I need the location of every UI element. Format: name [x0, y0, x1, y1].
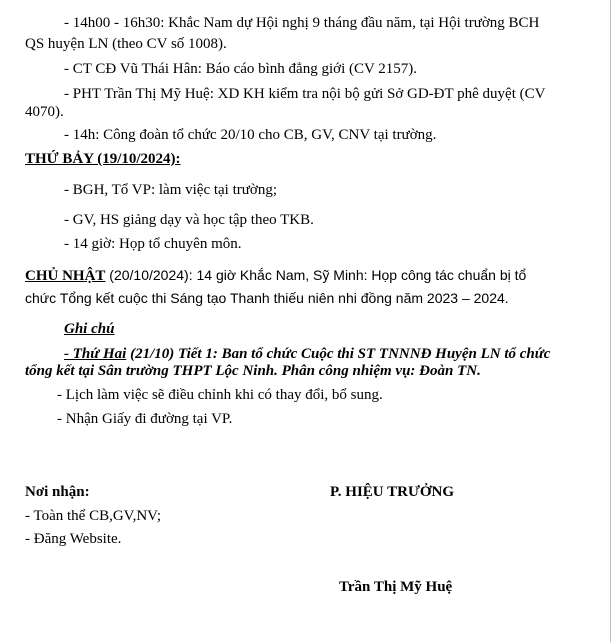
- saturday-item-2: - GV, HS giảng dạy và học tập theo TKB.: [64, 212, 314, 228]
- note-1-line-2: tổng kết tại Sân trường THPT Lộc Ninh. Phân công nhiệm vụ: Đoàn TN.: [25, 363, 481, 379]
- saturday-heading: THỨ BẢY (19/10/2024):: [25, 151, 181, 167]
- sunday-line-1: [25, 266, 526, 285]
- friday-item-1-line-2: QS huyện LN (theo CV số 1008).: [25, 36, 227, 52]
- note-1-line-1: [64, 345, 550, 363]
- recipients-heading: Nơi nhận:: [25, 484, 90, 500]
- sunday-line-2: chức Tổng kết cuộc thi Sáng tạo Thanh thiếu niên nhi đồng năm 2023 – 2024.: [25, 290, 509, 306]
- saturday-item-3: - 14 giờ: Họp tổ chuyên môn.: [64, 236, 242, 252]
- signature-title: P. HIỆU TRƯỞNG: [330, 484, 455, 500]
- notes-title: Ghi chú: [64, 321, 115, 337]
- friday-item-4: - 14h: Công đoàn tổ chức 20/10 cho CB, GV, CNV tại trường.: [64, 127, 437, 143]
- friday-item-1-line-1: - 14h00 - 16h30: Khắc Nam dự Hội nghị 9 tháng đầu năm, tại Hội trường BCH: [64, 15, 540, 31]
- friday-item-3-line-2: 4070).: [25, 104, 64, 120]
- recipient-item-1: - Toàn thể CB,GV,NV;: [25, 508, 162, 524]
- sunday-line-1-rest: (20/10/2024): 14 giờ Khắc Nam, Sỹ Minh: Họp công tác chuẩn bị tổ: [105, 267, 527, 283]
- sunday-label: CHỦ NHẬT: [25, 268, 106, 284]
- signature-name: Trần Thị Mỹ Huệ: [339, 579, 453, 595]
- friday-item-3-line-1: - PHT Trần Thị Mỹ Huệ: XD KH kiểm tra nội bộ gửi Sở GD-ĐT phê duyệt (CV: [64, 86, 546, 102]
- note-2: - Lịch làm việc sẽ điều chỉnh khi có thay đổi, bổ sung.: [57, 387, 383, 403]
- saturday-item-1: - BGH, Tổ VP: làm việc tại trường;: [64, 182, 277, 198]
- recipient-item-2: - Đăng Website.: [25, 531, 122, 547]
- note-3: - Nhận Giấy đi đường tại VP.: [57, 411, 233, 427]
- page-border: [610, 0, 611, 642]
- note-1-prefix: - Thứ Hai: [64, 346, 127, 362]
- note-1-line-1-rest: (21/10) Tiết 1: Ban tổ chức Cuộc thi ST TNNNĐ Huyện LN tổ chức: [126, 346, 551, 362]
- friday-item-2: - CT CĐ Vũ Thái Hân: Báo cáo bình đẳng giới (CV 2157).: [64, 61, 418, 77]
